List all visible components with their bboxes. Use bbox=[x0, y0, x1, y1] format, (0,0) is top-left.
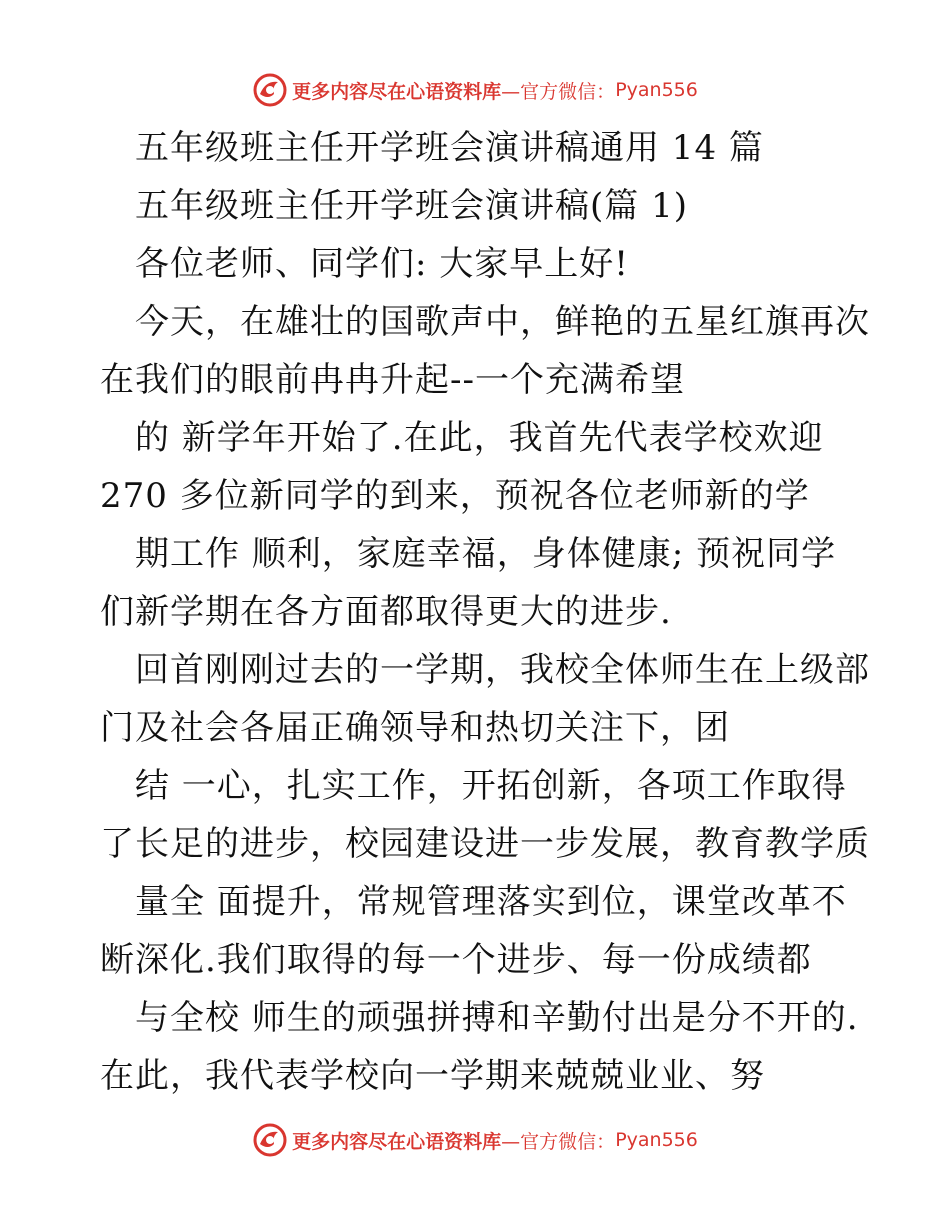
text-line: 在此，我代表学校向一学期来兢兢业业、努 bbox=[100, 1056, 765, 1096]
text-line: 期工作 顺利，家庭幸福，身体健康; 预祝同学 bbox=[135, 534, 837, 574]
banner-text: 更多内容尽在心语资料库 bbox=[292, 80, 502, 103]
text-line: 与全校 师生的顽强拼搏和辛勤付出是分不开的. bbox=[135, 998, 859, 1038]
footer-watermark-banner bbox=[0, 1120, 950, 1160]
section-heading: 五年级班主任开学班会演讲稿(篇 1) bbox=[135, 186, 688, 226]
banner-separator: —官方微信： bbox=[501, 1130, 616, 1153]
text-line: 的 新学年开始了.在此，我首先代表学校欢迎 bbox=[135, 418, 824, 458]
banner-text: 更多内容尽在心语资料库 bbox=[292, 1130, 502, 1153]
text-line: 各位老师、同学们: 大家早上好! bbox=[135, 244, 629, 284]
text-line: 回首刚刚过去的一学期，我校全体师生在上级部 bbox=[135, 650, 870, 690]
header-watermark-banner bbox=[0, 70, 950, 110]
banner-wechat-handle: Pyan556 bbox=[615, 79, 698, 101]
text-line: 了长足的进步，校园建设进一步发展，教育教学质 bbox=[100, 824, 870, 864]
text-line: 270 多位新同学的到来，预祝各位老师新的学 bbox=[100, 476, 810, 516]
text-line: 今天，在雄壮的国歌声中，鲜艳的五星红旗再次 bbox=[135, 302, 870, 342]
text-line: 门及社会各届正确领导和热切关注下，团 bbox=[100, 708, 730, 748]
text-line: 结 一心，扎实工作，开拓创新，各项工作取得 bbox=[135, 766, 847, 806]
text-line: 量全 面提升，常规管理落实到位，课堂改革不 bbox=[135, 882, 847, 922]
red-swirl-logo-icon bbox=[252, 72, 288, 108]
text-line: 断深化.我们取得的每一个进步、每一份成绩都 bbox=[100, 940, 812, 980]
text-line: 们新学期在各方面都取得更大的进步. bbox=[100, 592, 672, 632]
document-title: 五年级班主任开学班会演讲稿通用 14 篇 bbox=[135, 128, 764, 168]
banner-separator: —官方微信： bbox=[501, 80, 616, 103]
banner-wechat-handle: Pyan556 bbox=[615, 1129, 698, 1151]
red-swirl-logo-icon bbox=[252, 1122, 288, 1158]
text-line: 在我们的眼前冉冉升起--一个充满希望 bbox=[100, 360, 685, 400]
